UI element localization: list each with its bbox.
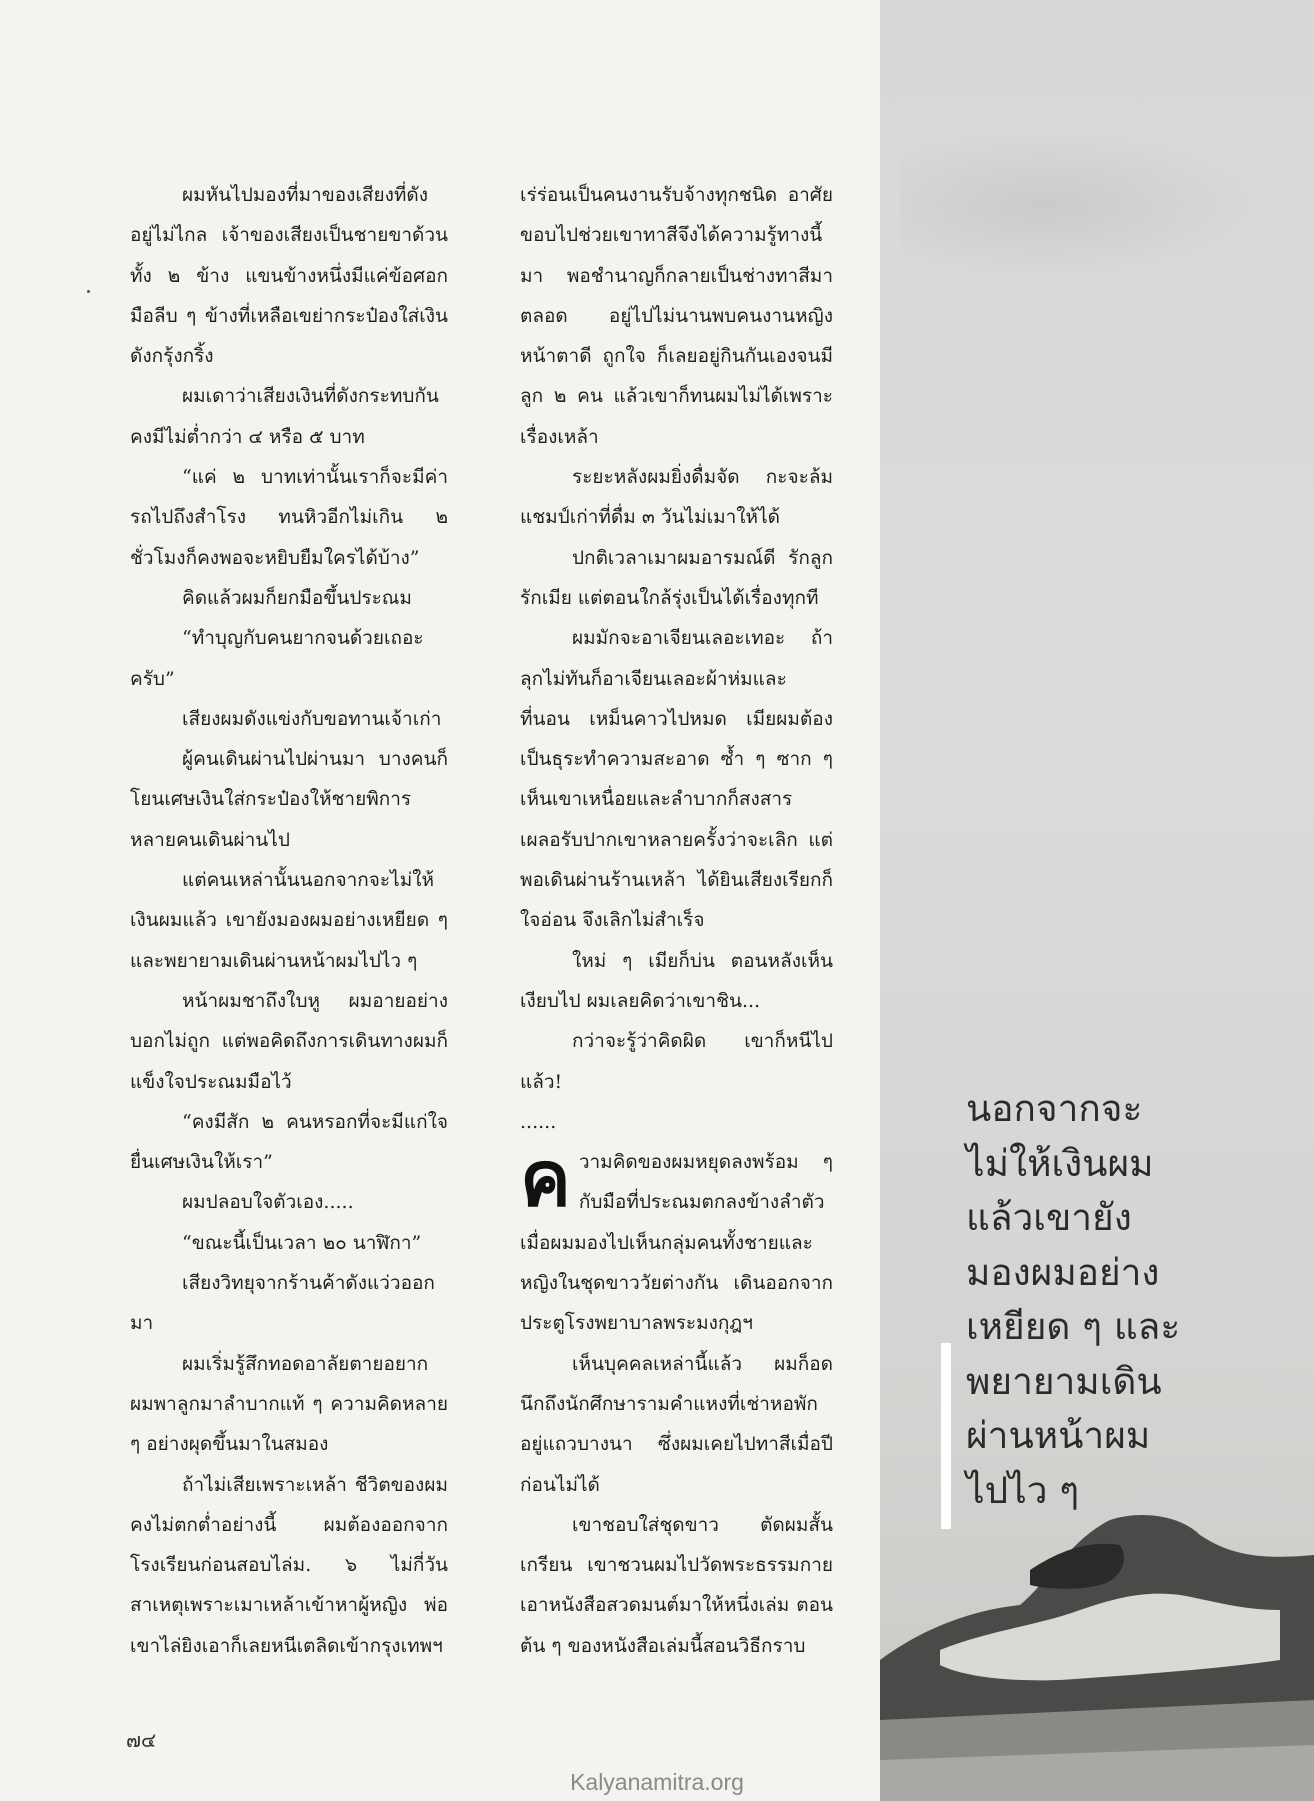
paragraph: เห็นบุคคลเหล่านี้แล้ว ผมก็อดนึกถึงนักศึกษารามคำแหงที่เช่าหอพักอยู่แถวบางนา ซึ่งผมเคยไปทาสีเมื่อปีก่อนไม่ได้ xyxy=(520,1352,833,1496)
paragraph: เร่ร่อนเป็นคนงานรับจ้างทุกชนิด อาศัยขอบไปช่วยเขาทาสีจึงได้ความรู้ทางนี้มา พอชำนาญก็กลายเป็นช่างทาสีมาตลอด อยู่ไปไม่นานพบคนงานหญิงหน้าตาดี ถูกใจ ก็เลยอยู่กินกันเองจนมีลูก ๒ คน แล้วเขาก็ทนผมไม่ได้เพราะเรื่องเหล้า xyxy=(520,184,833,448)
paragraph: ผมเริ่มรู้สึกทอดอาลัยตายอยากผมพาลูกมาลำบากแท้ ๆ ความคิดหลาย ๆ อย่างผุดขึ้นมาในสมอง xyxy=(130,1352,448,1456)
paragraph: หน้าผมชาถึงใบหู ผมอายอย่างบอกไม่ถูก แต่พอคิดถึงการเดินทางผมก็แข็งใจประณมมือไว้ xyxy=(130,989,448,1093)
paragraph: ถ้าไม่เสียเพราะเหล้า ชีวิตของผมคงไม่ตกต่ำอย่างนี้ ผมต้องออกจากโรงเรียนก่อนสอบไล่ม. ๖ ไม่กี่วัน สาเหตุเพราะเมาเหล้าเข้าหาผู้หญิง พ่อเขาไล่ยิงเอาก็เลยหนีเตลิดเข้ากรุงเทพฯ xyxy=(130,1473,448,1657)
paragraph: ผมเดาว่าเสียงเงินที่ดังกระทบกันคงมีไม่ต่ำกว่า ๔ หรือ ๕ บาท xyxy=(130,385,439,448)
pull-quote-line: นอกจากจะ xyxy=(966,1087,1143,1130)
pull-quote xyxy=(966,1082,1296,1518)
dropcap-paragraph xyxy=(520,1134,833,1343)
paragraph: “คงมีสัก ๒ คนหรอกที่จะมีแก่ใจยื่นเศษเงินให้เรา” xyxy=(130,1110,448,1174)
middle-column-part-1 xyxy=(520,175,833,1142)
paragraph: ...... xyxy=(520,1110,557,1133)
pull-quote-line: มองผมอย่าง xyxy=(966,1250,1160,1294)
left-text-column xyxy=(130,175,448,1666)
pull-quote-line: พยายามเดิน xyxy=(966,1359,1162,1403)
paragraph: เสียงวิทยุจากร้านค้าดังแว่วออกมา xyxy=(130,1272,435,1335)
paragraph: “ขณะนี้เป็นเวลา ๒๐ นาฬิกา” xyxy=(182,1231,422,1254)
paragraph: ผมหันไปมองที่มาของเสียงที่ดังอยู่ไม่ไกล เจ้าของเสียงเป็นชายขาด้วนทั้ง ๒ ข้าง แขนข้างหนึ่งมีแค่ข้อศอก มือลีบ ๆ ข้างที่เหลือเขย่ากระป๋องใส่เงินดังกรุ้งกริ้ง xyxy=(130,184,448,368)
pull-quote-line: แล้วเขายัง xyxy=(966,1196,1132,1239)
paragraph: กว่าจะรู้ว่าคิดผิด เขาก็หนีไปแล้ว! xyxy=(520,1030,833,1093)
pull-quote-line: ไปไว ๆ xyxy=(966,1468,1080,1512)
paragraph: ผมปลอบใจตัวเอง..... xyxy=(182,1191,354,1214)
pull-quote-line: เหยียด ๆ และ xyxy=(966,1305,1181,1348)
dropcap-letter: ค xyxy=(520,1134,571,1224)
pull-quote-accent-bar xyxy=(941,1343,951,1529)
paragraph: ปกติเวลาเมาผมอารมณ์ดี รักลูกรักเมีย แต่ตอนใกล้รุ่งเป็นได้เรื่องทุกที xyxy=(520,546,833,609)
paragraph: ผมมักจะอาเจียนเลอะเทอะ ถ้าลุกไม่ทันก็อาเจียนเลอะผ้าห่มและที่นอน เหม็นคาวไปหมด เมียผมต้องเป็นธุระทำความสะอาด ซ้ำ ๆ ซาก ๆ เห็นเขาเหนื่อยและลำบากก็สงสาร เผลอรับปากเขาหลายครั้งว่าจะเลิก แต่พอเดินผ่านร้านเหล้า ได้ยินเสียงเรียกก็ใจอ่อน จึงเลิกไม่สำเร็จ xyxy=(520,627,833,932)
pull-quote-line: ผ่านหน้าผม xyxy=(966,1414,1151,1457)
site-watermark: Kalyanamitra.org xyxy=(570,1769,744,1795)
middle-text-column xyxy=(520,175,833,1666)
paragraph: ใหม่ ๆ เมียก็บ่น ตอนหลังเห็นเงียบไป ผมเลยคิดว่าเขาชิน... xyxy=(520,949,833,1012)
print-speck xyxy=(87,290,90,293)
faded-photo-area xyxy=(900,130,1260,280)
paragraph: ผู้คนเดินผ่านไปผ่านมา บางคนก็โยนเศษเงินใส่กระป๋องให้ชายพิการ หลายคนเดินผ่านไป xyxy=(130,748,448,851)
paragraph: “ทำบุญกับคนยากจนด้วยเถอะครับ” xyxy=(130,627,424,690)
page-number: ๗๔ xyxy=(126,1728,157,1752)
middle-column-part-2 xyxy=(520,1344,833,1666)
paragraph: คิดแล้วผมก็ยกมือขึ้นประณม xyxy=(182,586,412,609)
paragraph: ระยะหลังผมยิ่งดื่มจัด กะจะล้มแชมป์เก่าที่ดื่ม ๓ วันไม่เมาให้ได้ xyxy=(520,466,833,529)
paragraph: “แค่ ๒ บาทเท่านั้นเราก็จะมีค่ารถไปถึงสำโรง ทนหิวอีกไม่เกิน ๒ ชั่วโมงก็คงพอจะหยิบยืมใครได้บ้าง” xyxy=(130,466,448,569)
paragraph: เสียงผมดังแข่งกับขอทานเจ้าเก่า xyxy=(182,707,442,730)
dropcap-paragraph-text: วามคิดของผมหยุดลงพร้อม ๆ กับมือที่ประณมตกลงข้างลำตัว เมื่อผมมองไปเห็นกลุ่มคนทั้งชายและหญิงในชุดขาววัยต่างกัน เดินออกจากประตูโรงพยาบาลพระมงกุฎฯ xyxy=(520,1151,833,1335)
paragraph: แต่คนเหล่านั้นนอกจากจะไม่ให้เงินผมแล้ว เขายังมองผมอย่างเหยียด ๆ และพยายามเดินผ่านหน้าผมไปไว ๆ xyxy=(130,869,448,972)
side-photo-panel xyxy=(880,0,1314,1801)
pull-quote-line: ไม่ให้เงินผม xyxy=(966,1141,1154,1185)
paragraph: เขาชอบใส่ชุดขาว ตัดผมสั้นเกรียน เขาชวนผมไปวัดพระธรรมกาย เอาหนังสือสวดมนต์มาให้หนึ่งเล่ม ตอนต้น ๆ ของหนังสือเล่มนี้สอนวิธีกราบ xyxy=(520,1513,833,1657)
